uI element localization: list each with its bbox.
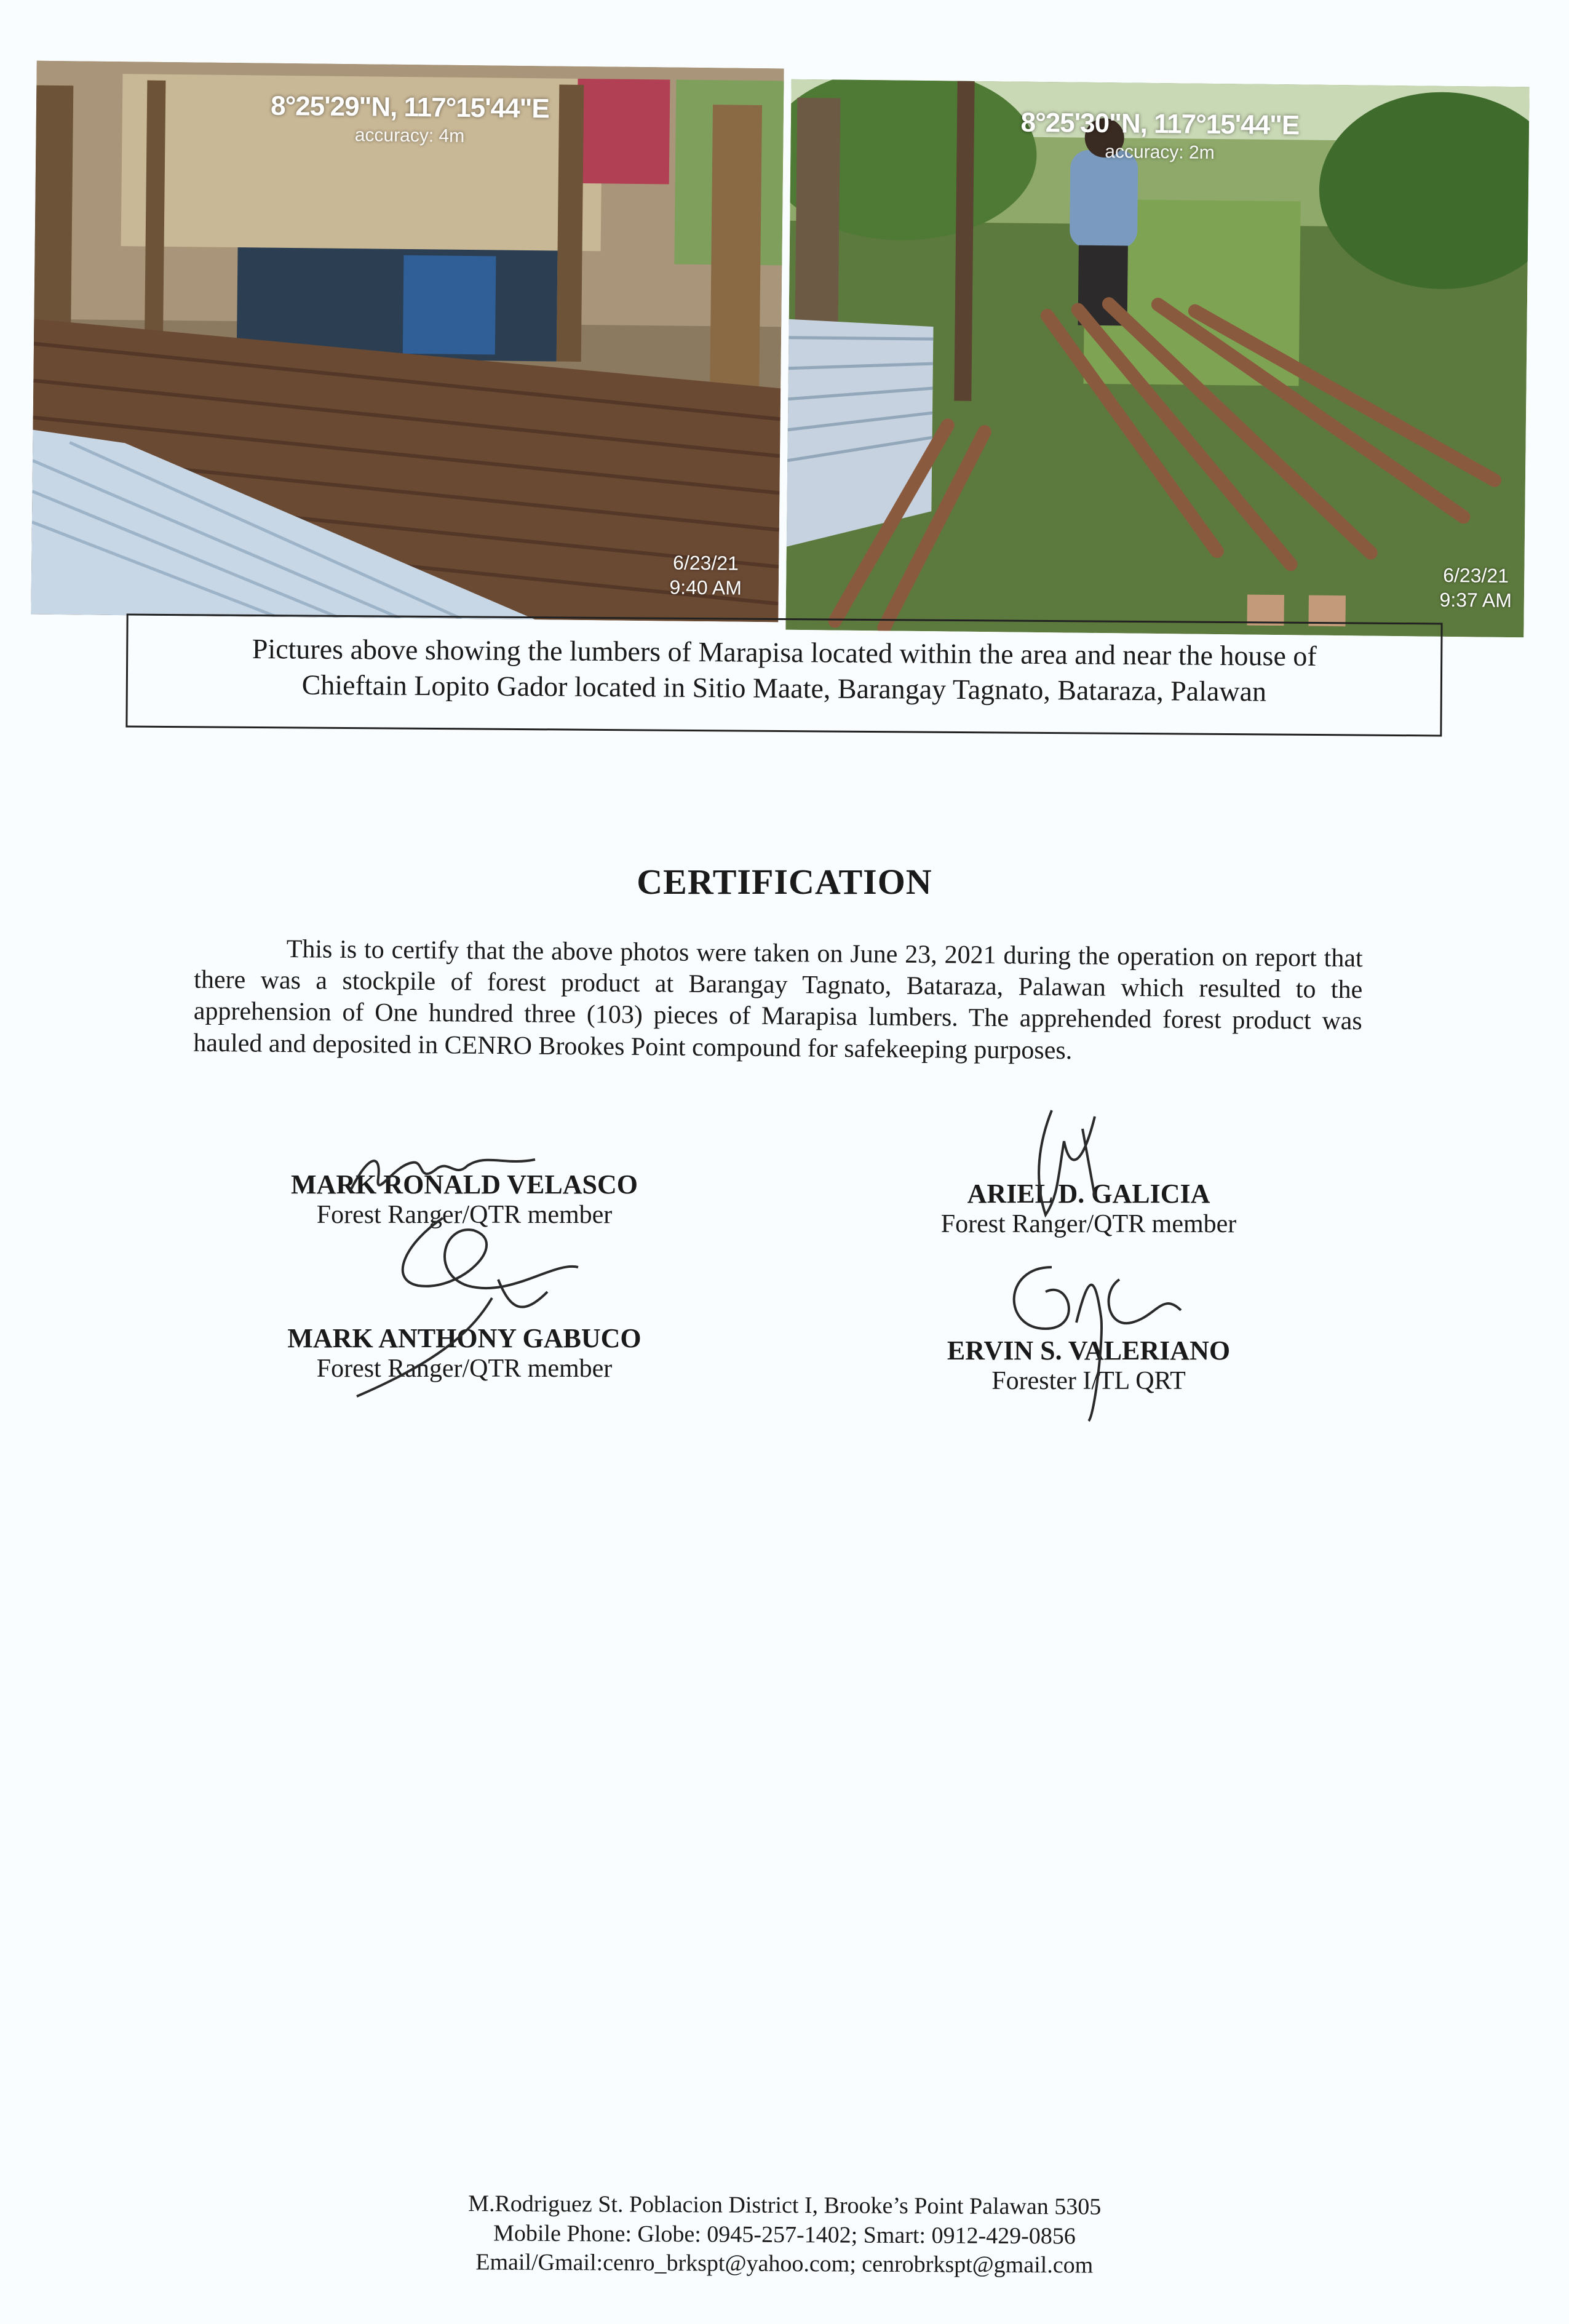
signatory-role: Forest Ranger/QTR member bbox=[316, 1355, 613, 1383]
signatory-3 bbox=[249, 1323, 680, 1383]
office-footer bbox=[0, 2187, 1569, 2283]
certification-body bbox=[193, 933, 1363, 1070]
signatory-role: Forester I/TL QRT bbox=[991, 1367, 1186, 1395]
gps-overlay bbox=[790, 105, 1529, 167]
signatory-name: ARIEL D. GALICIA bbox=[967, 1179, 1210, 1209]
signatory-1 bbox=[249, 1169, 680, 1230]
caption-line-2: Chieftain Lopito Gador located in Sitio Maate, Barangay Tagnato, Bataraza, Palawan bbox=[301, 669, 1267, 707]
photo-caption bbox=[125, 614, 1442, 737]
gps-coordinates: 8°25'29"N, 117°15'44"E bbox=[270, 90, 550, 124]
footer-phone: Mobile Phone: Globe: 0945-257-1402; Smart: 0912-429-0856 bbox=[493, 2220, 1076, 2249]
photo-date: 6/23/21 bbox=[1443, 563, 1509, 587]
signatory-2 bbox=[873, 1178, 1304, 1239]
photo-date: 6/23/21 bbox=[672, 551, 739, 575]
signatory-role: Forest Ranger/QTR member bbox=[940, 1210, 1237, 1238]
signatory-name: ERVIN S. VALERIANO bbox=[947, 1335, 1231, 1366]
signatory-role: Forest Ranger/QTR member bbox=[316, 1201, 613, 1229]
certification-title: CERTIFICATION bbox=[637, 862, 932, 902]
photo-timestamp bbox=[669, 550, 742, 600]
gps-coordinates: 8°25'30"N, 117°15'44"E bbox=[1020, 107, 1300, 141]
footer-email: Email/Gmail:cenro_brkspt@yahoo.com; cenrobrkspt@gmail.com bbox=[475, 2249, 1094, 2278]
photo-lumbers-in-field bbox=[785, 79, 1529, 638]
photo-time: 9:37 AM bbox=[1439, 588, 1512, 612]
signatory-name: MARK RONALD VELASCO bbox=[291, 1169, 638, 1200]
photo-lumbers-near-house bbox=[31, 61, 784, 623]
certification-text: This is to certify that the above photos were taken on June 23, 2021 during the operation on report that there was a stockpile of forest product at Barangay Tagnato, Bataraza, Palawan which resulted to the apprehension of One hundred three (103) pieces of Marapisa lumbers. The apprehended forest product was hauled and deposited in CENRO Brookes Point compound for safekeeping purposes. bbox=[193, 935, 1363, 1065]
gps-accuracy: accuracy: 4m bbox=[354, 125, 465, 146]
photo-time: 9:40 AM bbox=[669, 576, 742, 599]
signatory-4 bbox=[873, 1335, 1304, 1396]
photo-timestamp bbox=[1439, 563, 1512, 613]
gps-overlay bbox=[36, 89, 784, 151]
gps-accuracy: accuracy: 2m bbox=[1105, 141, 1215, 163]
signatory-name: MARK ANTHONY GABUCO bbox=[287, 1323, 642, 1353]
caption-line-1: Pictures above showing the lumbers of Marapisa located within the area and near the house of bbox=[252, 632, 1317, 672]
footer-address: M.Rodriguez St. Poblacion District I, Brooke’s Point Palawan 5305 bbox=[468, 2191, 1102, 2220]
